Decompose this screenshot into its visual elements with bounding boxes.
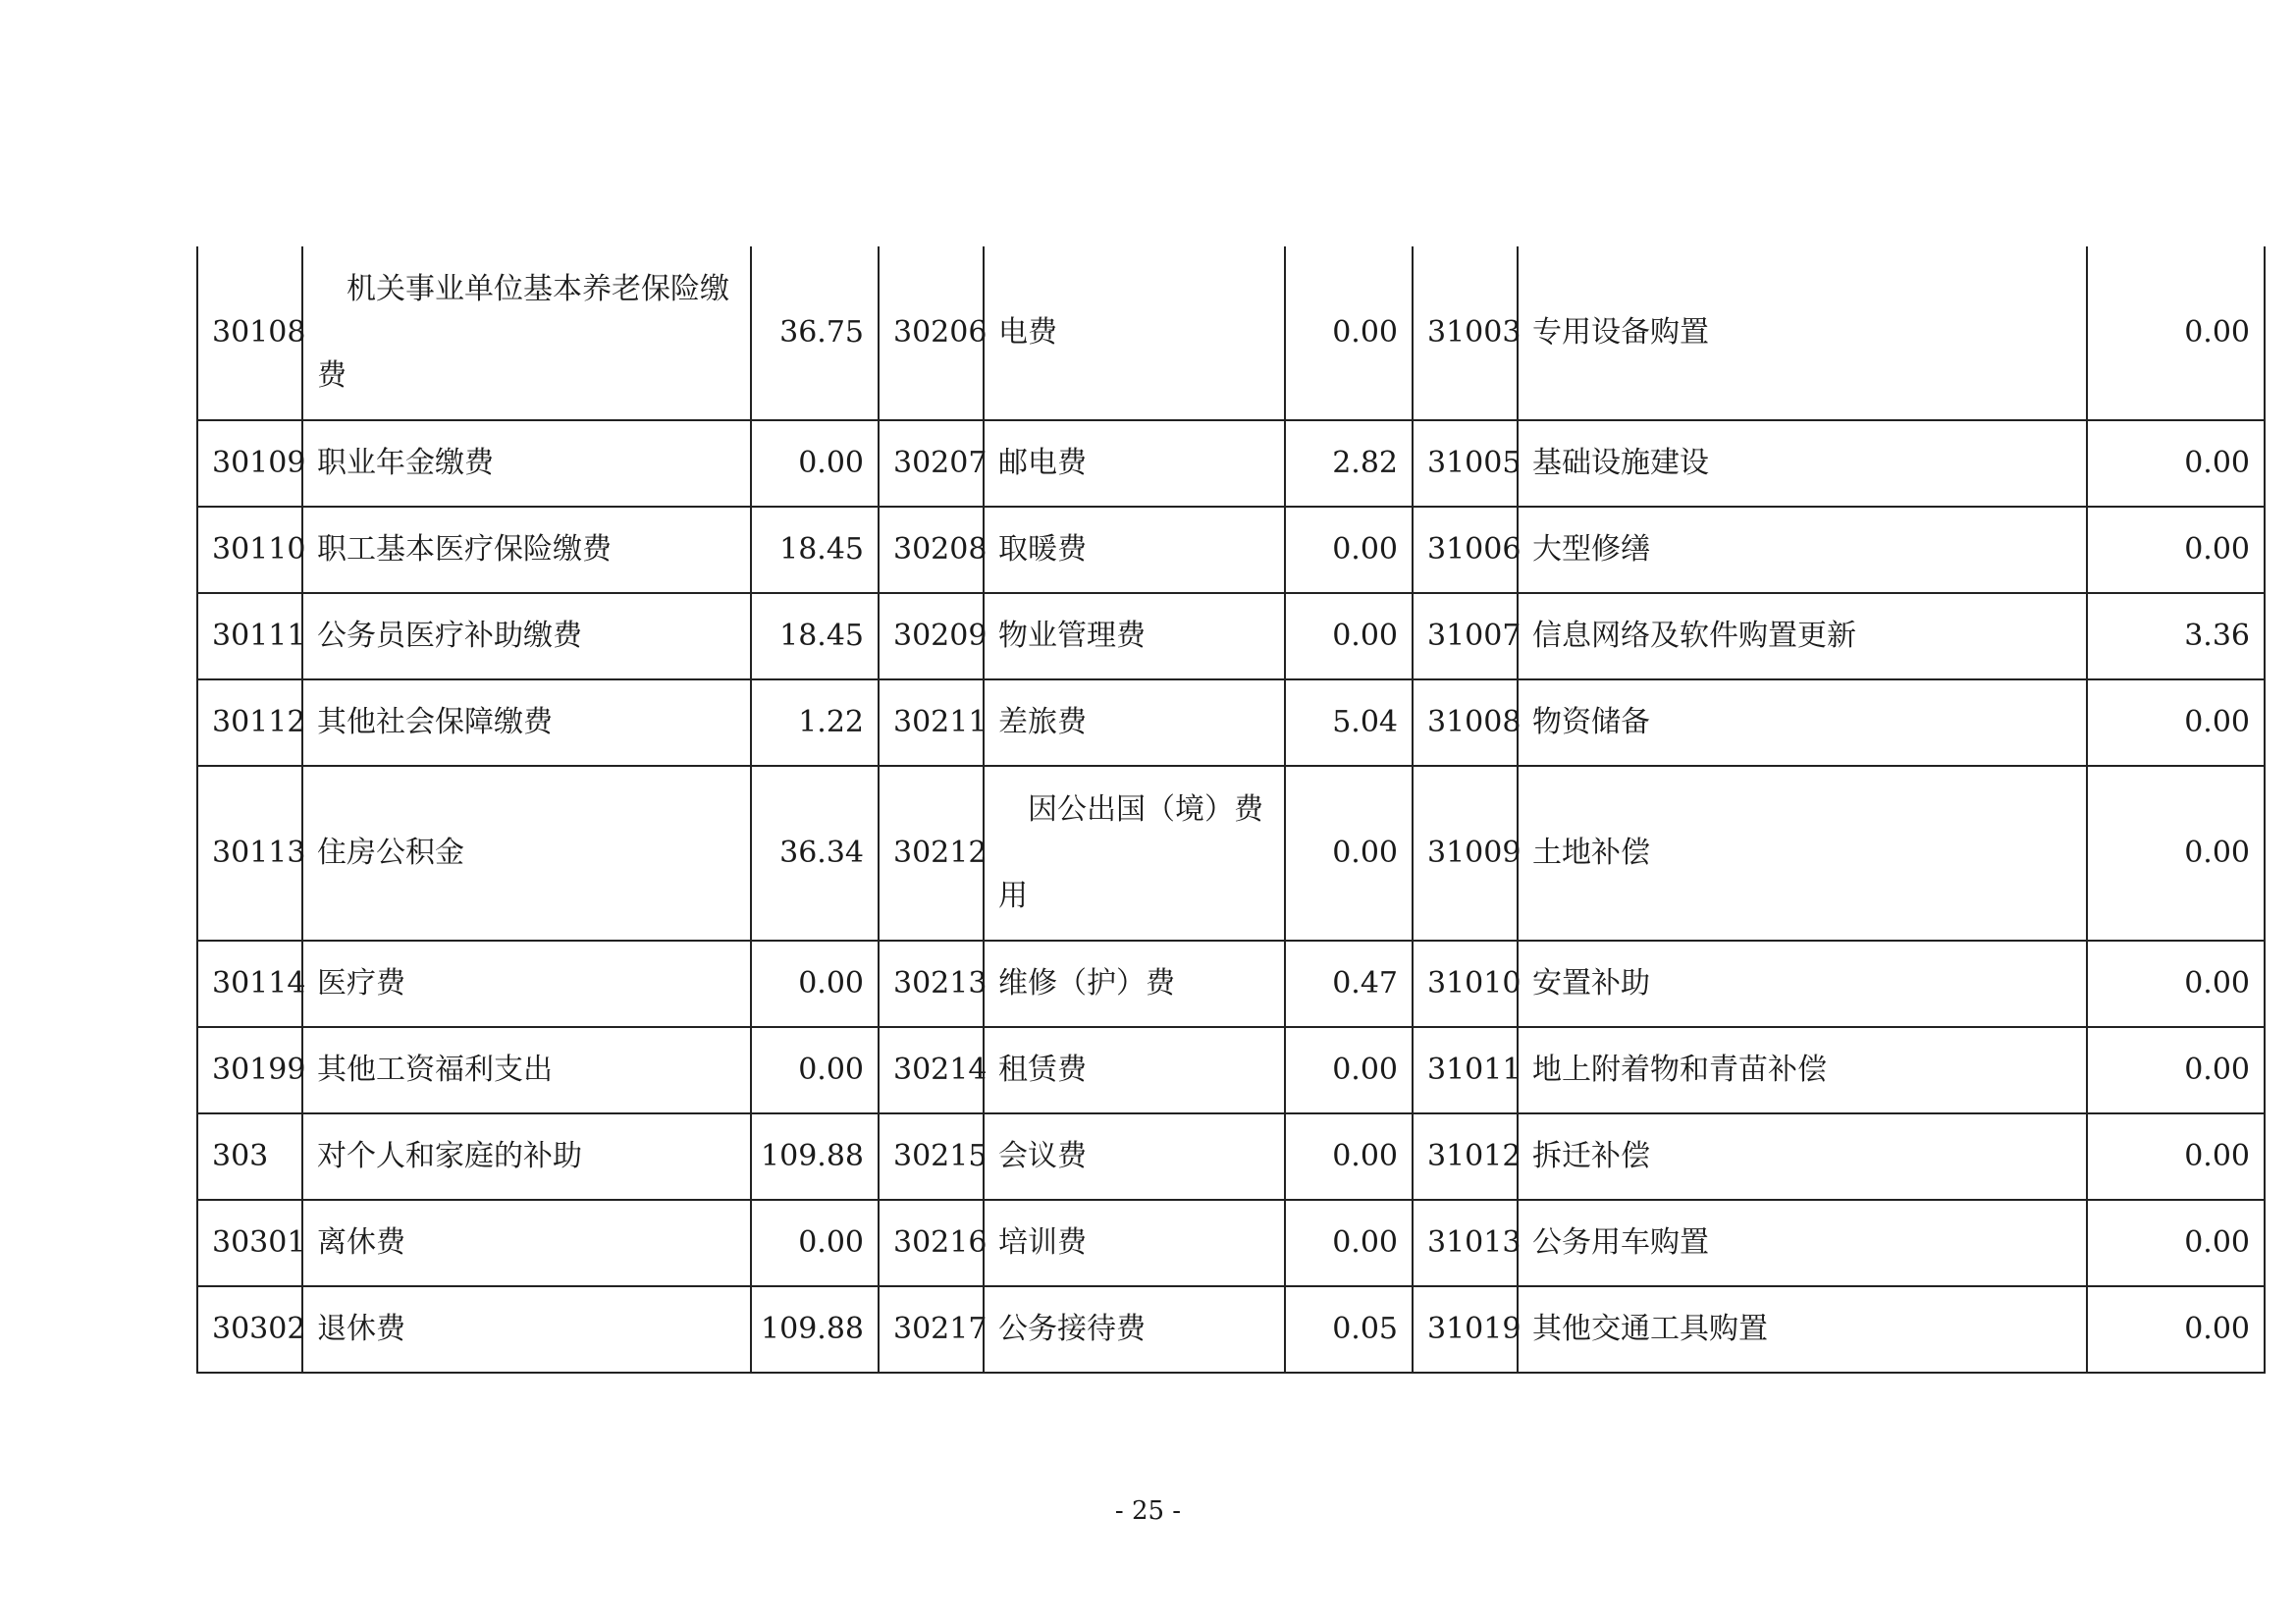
amount-cell: 0.00 (751, 1027, 879, 1113)
expense-item-cell: 邮电费 (984, 420, 1285, 507)
economic-code-cell: 31007 (1413, 593, 1518, 679)
economic-code-cell: 30216 (879, 1200, 984, 1286)
economic-code-cell: 31019 (1413, 1286, 1518, 1373)
economic-code-cell: 30301 (197, 1200, 302, 1286)
economic-code-cell: 30109 (197, 420, 302, 507)
expense-item-cell: 其他社会保障缴费 (302, 679, 751, 766)
amount-cell: 0.00 (751, 1200, 879, 1286)
economic-code-cell: 30215 (879, 1113, 984, 1200)
amount-cell: 0.00 (2087, 1286, 2265, 1373)
expense-item-cell: 维修（护）费 (984, 941, 1285, 1027)
economic-code-cell: 31006 (1413, 507, 1518, 593)
amount-cell: 18.45 (751, 593, 879, 679)
amount-cell: 5.04 (1285, 679, 1413, 766)
economic-code-cell: 30206 (879, 246, 984, 420)
table-row (197, 1200, 2265, 1286)
economic-code-cell: 30110 (197, 507, 302, 593)
expense-item-cell: 职业年金缴费 (302, 420, 751, 507)
amount-cell: 0.00 (1285, 1113, 1413, 1200)
economic-code-cell: 30113 (197, 766, 302, 941)
table-row (197, 766, 2265, 941)
budget-expenditure-table (196, 246, 2266, 1374)
economic-code-cell: 30208 (879, 507, 984, 593)
economic-code-cell: 30112 (197, 679, 302, 766)
table-row (197, 420, 2265, 507)
economic-code-cell: 31003 (1413, 246, 1518, 420)
amount-cell: 0.00 (2087, 1200, 2265, 1286)
table-row (197, 1027, 2265, 1113)
amount-cell: 0.00 (1285, 1200, 1413, 1286)
expense-item-cell: 公务用车购置 (1518, 1200, 2087, 1286)
table-row (197, 941, 2265, 1027)
economic-code-cell: 31012 (1413, 1113, 1518, 1200)
amount-cell: 36.34 (751, 766, 879, 941)
expense-item-cell: 基础设施建设 (1518, 420, 2087, 507)
expense-item-cell: 公务员医疗补助缴费 (302, 593, 751, 679)
amount-cell: 2.82 (1285, 420, 1413, 507)
amount-cell: 0.00 (2087, 1027, 2265, 1113)
expense-item-cell: 住房公积金 (302, 766, 751, 941)
economic-code-cell: 30108 (197, 246, 302, 420)
economic-code-cell: 30211 (879, 679, 984, 766)
economic-code-cell: 30214 (879, 1027, 984, 1113)
page-number: - 25 - (1114, 1496, 1182, 1526)
amount-cell: 0.00 (1285, 1027, 1413, 1113)
expense-item-cell: 安置补助 (1518, 941, 2087, 1027)
expense-item-cell: 信息网络及软件购置更新 (1518, 593, 2087, 679)
expense-item-cell: 公务接待费 (984, 1286, 1285, 1373)
amount-cell: 0.00 (2087, 420, 2265, 507)
table-row (197, 593, 2265, 679)
amount-cell: 0.47 (1285, 941, 1413, 1027)
economic-code-cell: 303 (197, 1113, 302, 1200)
expense-item-label: 因公出国（境）费用 (998, 792, 1263, 913)
amount-cell: 0.00 (1285, 507, 1413, 593)
amount-cell: 0.00 (2087, 766, 2265, 941)
economic-code-cell: 30217 (879, 1286, 984, 1373)
expense-category-cell: 对个人和家庭的补助 (302, 1113, 751, 1200)
expense-item-cell: 医疗费 (302, 941, 751, 1027)
amount-cell: 0.00 (1285, 246, 1413, 420)
table-row (197, 679, 2265, 766)
economic-code-cell: 30114 (197, 941, 302, 1027)
amount-cell: 0.00 (2087, 246, 2265, 420)
amount-cell: 109.88 (751, 1113, 879, 1200)
expense-item-cell: 职工基本医疗保险缴费 (302, 507, 751, 593)
expense-item-cell: 土地补偿 (1518, 766, 2087, 941)
expense-item-cell: 离休费 (302, 1200, 751, 1286)
economic-code-cell: 30213 (879, 941, 984, 1027)
expense-item-cell: 会议费 (984, 1113, 1285, 1200)
expense-item-cell: 地上附着物和青苗补偿 (1518, 1027, 2087, 1113)
expense-item-cell: 物资储备 (1518, 679, 2087, 766)
amount-cell: 109.88 (751, 1286, 879, 1373)
amount-cell: 0.00 (2087, 1113, 2265, 1200)
economic-code-cell: 30302 (197, 1286, 302, 1373)
table-row (197, 1286, 2265, 1373)
economic-code-cell: 31005 (1413, 420, 1518, 507)
economic-code-cell: 30111 (197, 593, 302, 679)
amount-cell: 0.00 (1285, 766, 1413, 941)
expense-item-cell: 差旅费 (984, 679, 1285, 766)
economic-code-cell: 30212 (879, 766, 984, 941)
amount-cell: 18.45 (751, 507, 879, 593)
economic-code-cell: 31008 (1413, 679, 1518, 766)
table-row (197, 246, 2265, 420)
table-row (197, 1113, 2265, 1200)
table-row (197, 507, 2265, 593)
expense-item-cell: 专用设备购置 (1518, 246, 2087, 420)
economic-code-cell: 31013 (1413, 1200, 1518, 1286)
economic-code-cell: 31010 (1413, 941, 1518, 1027)
amount-cell: 36.75 (751, 246, 879, 420)
expense-item-cell: 取暖费 (984, 507, 1285, 593)
amount-cell: 0.00 (2087, 507, 2265, 593)
expense-item-cell (984, 766, 1285, 941)
amount-cell: 3.36 (2087, 593, 2265, 679)
expense-item-cell: 拆迁补偿 (1518, 1113, 2087, 1200)
expense-item-cell: 物业管理费 (984, 593, 1285, 679)
amount-cell: 0.00 (751, 941, 879, 1027)
amount-cell: 0.00 (1285, 593, 1413, 679)
economic-code-cell: 31009 (1413, 766, 1518, 941)
economic-code-cell: 30199 (197, 1027, 302, 1113)
expense-item-cell: 其他交通工具购置 (1518, 1286, 2087, 1373)
amount-cell: 0.00 (751, 420, 879, 507)
expense-item-label: 机关事业单位基本养老保险缴费 (317, 272, 729, 393)
economic-code-cell: 30209 (879, 593, 984, 679)
expense-item-cell: 大型修缮 (1518, 507, 2087, 593)
amount-cell: 1.22 (751, 679, 879, 766)
expense-item-cell: 培训费 (984, 1200, 1285, 1286)
expense-item-cell: 退休费 (302, 1286, 751, 1373)
expense-item-cell: 电费 (984, 246, 1285, 420)
expense-item-cell (302, 246, 751, 420)
expense-item-cell: 租赁费 (984, 1027, 1285, 1113)
economic-code-cell: 30207 (879, 420, 984, 507)
amount-cell: 0.05 (1285, 1286, 1413, 1373)
amount-cell: 0.00 (2087, 679, 2265, 766)
expense-item-cell: 其他工资福利支出 (302, 1027, 751, 1113)
amount-cell: 0.00 (2087, 941, 2265, 1027)
economic-code-cell: 31011 (1413, 1027, 1518, 1113)
